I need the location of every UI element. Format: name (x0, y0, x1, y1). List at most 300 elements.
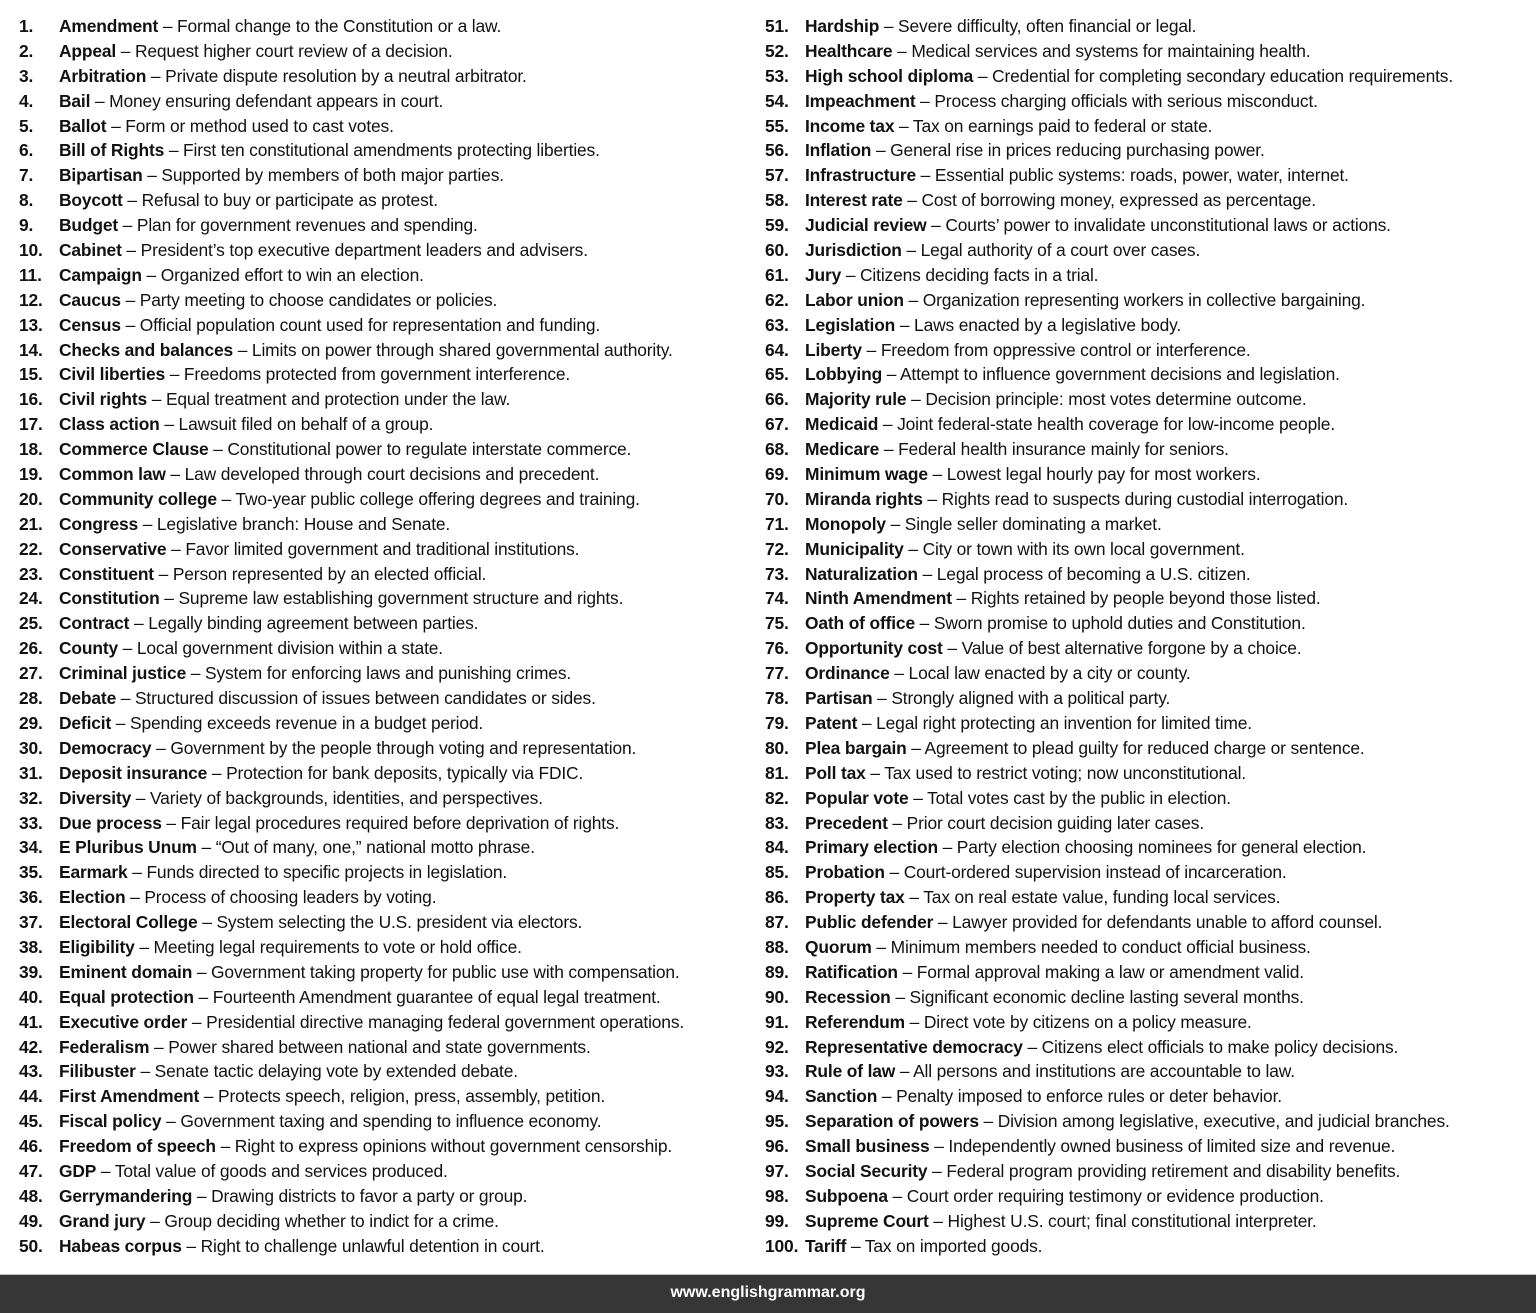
item-term: Common law (59, 464, 166, 485)
item-term: Ninth Amendment (805, 588, 952, 609)
glossary-item (19, 960, 759, 985)
item-term: Ordinance (805, 663, 890, 684)
glossary-item (19, 1134, 759, 1159)
item-term: Bill of Rights (59, 140, 165, 161)
item-term: Plea bargain (805, 737, 907, 758)
glossary-item (19, 512, 759, 537)
item-term: Labor union (805, 289, 904, 310)
item-term: Popular vote (805, 787, 909, 808)
item-number: 20. (19, 488, 43, 509)
item-definition: – Severe difficulty, often financial or legal. (879, 16, 1197, 36)
glossary-item (765, 1109, 1535, 1134)
item-definition: – Value of best alternative forgone by a choice. (942, 638, 1302, 659)
item-number: 47. (19, 1160, 43, 1181)
item-definition: – Supported by members of both major parties. (142, 165, 504, 186)
item-term: Deposit insurance (59, 762, 208, 783)
item-definition: – Local government division within a state. (118, 638, 443, 659)
glossary-item (765, 935, 1535, 960)
item-definition: – All persons and institutions are accountable to law. (895, 1061, 1295, 1082)
glossary-item (765, 1184, 1535, 1209)
item-definition: – Funds directed to specific projects in legislation. (127, 862, 508, 883)
item-term: Arbitration (59, 65, 147, 86)
item-number: 74. (765, 588, 789, 609)
item-term: Filibuster (59, 1061, 136, 1082)
item-definition: – Total votes cast by the public in election. (908, 787, 1231, 808)
item-definition: – Citizens elect officials to make policy decisions. (1022, 1036, 1399, 1057)
item-number: 86. (765, 887, 789, 908)
item-definition: – Penalty imposed to enforce rules or deter behavior. (877, 1086, 1282, 1107)
item-term: Democracy (59, 737, 152, 758)
item-number: 59. (765, 215, 789, 236)
item-term: High school diploma (805, 65, 974, 86)
item-number: 14. (19, 339, 43, 360)
item-number: 5. (19, 115, 34, 136)
glossary-item (19, 636, 759, 661)
glossary-item (765, 512, 1535, 537)
item-definition: – Sworn promise to uphold duties and Constitution. (914, 613, 1306, 634)
item-term: Liberty (805, 339, 862, 360)
item-definition: – Medical services and systems for maintaining health. (892, 40, 1311, 61)
item-number: 61. (765, 264, 789, 285)
item-term: Equal protection (59, 986, 194, 1007)
item-definition: – Meeting legal requirements to vote or hold office. (134, 936, 522, 957)
item-definition: – Tax on earnings paid to federal or state. (894, 115, 1213, 136)
item-definition: – Courts’ power to invalidate unconstitutional laws or actions. (926, 215, 1391, 236)
glossary-item (19, 537, 759, 562)
item-definition: – Variety of backgrounds, identities, and perspectives. (131, 787, 543, 808)
item-number: 26. (19, 638, 43, 659)
glossary-item (765, 960, 1535, 985)
item-definition: – Right to challenge unlawful detention in court. (181, 1235, 545, 1256)
glossary-item (19, 1209, 759, 1234)
item-number: 39. (19, 961, 43, 982)
item-term: Medicare (805, 439, 880, 460)
item-number: 96. (765, 1136, 789, 1157)
item-number: 37. (19, 912, 43, 933)
item-term: Boycott (59, 190, 123, 211)
item-number: 69. (765, 464, 789, 485)
item-definition: – Fair legal procedures required before deprivation of rights. (161, 812, 620, 833)
item-term: Legislation (805, 314, 896, 335)
glossary-item (19, 14, 759, 39)
item-term: Election (59, 887, 126, 908)
item-number: 57. (765, 165, 789, 186)
item-definition: – Direct vote by citizens on a policy measure. (904, 1011, 1252, 1032)
item-term: Habeas corpus (59, 1235, 182, 1256)
item-term: Medicaid (805, 414, 879, 435)
glossary-item (19, 487, 759, 512)
item-definition: – Presidential directive managing federal government operations. (187, 1011, 685, 1032)
glossary-item (19, 163, 759, 188)
glossary-item (19, 885, 759, 910)
item-definition: – Person represented by an elected official. (153, 563, 487, 584)
glossary-item (765, 462, 1535, 487)
glossary-item (19, 1234, 759, 1259)
item-number: 29. (19, 712, 43, 733)
item-number: 6. (19, 140, 34, 161)
item-definition: – Federal program providing retirement and disability benefits. (927, 1160, 1401, 1181)
item-definition: – Division among legislative, executive, and judicial branches. (978, 1111, 1450, 1132)
item-term: Impeachment (805, 90, 916, 111)
item-term: Social Security (805, 1160, 928, 1181)
item-number: 9. (19, 215, 34, 236)
item-definition: – Favor limited government and traditional institutions. (166, 538, 580, 559)
glossary-item (765, 64, 1535, 89)
item-definition: – “Out of many, one,” national motto phrase. (196, 837, 535, 858)
item-number: 78. (765, 688, 789, 709)
item-number: 55. (765, 115, 789, 136)
item-term: Income tax (805, 115, 895, 136)
item-number: 42. (19, 1036, 43, 1057)
item-term: Primary election (805, 837, 938, 858)
glossary-item (765, 562, 1535, 587)
item-definition: – Request higher court review of a decision. (116, 40, 453, 61)
item-number: 34. (19, 837, 43, 858)
item-definition: – Plan for government revenues and spending. (118, 215, 478, 236)
item-term: Bail (59, 90, 91, 111)
item-number: 60. (765, 240, 789, 261)
glossary-item (19, 586, 759, 611)
item-term: Interest rate (805, 190, 903, 211)
item-term: Minimum wage (805, 464, 928, 485)
item-definition: – Rights read to suspects during custodial interrogation. (922, 488, 1349, 509)
item-term: Community college (59, 488, 217, 509)
glossary-item (19, 1184, 759, 1209)
item-definition: – System selecting the U.S. president via electors. (197, 912, 583, 933)
item-term: Partisan (805, 688, 873, 709)
item-term: Municipality (805, 538, 904, 559)
item-number: 40. (19, 986, 43, 1007)
glossary-item (19, 89, 759, 114)
item-number: 28. (19, 688, 43, 709)
item-number: 27. (19, 663, 43, 684)
item-definition: – Local law enacted by a city or county. (889, 663, 1191, 684)
glossary-item (765, 39, 1535, 64)
glossary-item (19, 1035, 759, 1060)
glossary-item (19, 138, 759, 163)
item-definition: – Spending exceeds revenue in a budget period. (111, 712, 484, 733)
item-term: Subpoena (805, 1185, 888, 1206)
item-definition: – Law developed through court decisions and precedent. (165, 464, 600, 485)
item-definition: – Citizens deciding facts in a trial. (841, 264, 1099, 285)
item-number: 56. (765, 140, 789, 161)
item-term: Property tax (805, 887, 905, 908)
item-number: 89. (765, 961, 789, 982)
glossary-item (19, 387, 759, 412)
item-definition: – Legal right protecting an invention for limited time. (857, 712, 1252, 733)
glossary-item (765, 412, 1535, 437)
item-term: Judicial review (805, 215, 927, 236)
item-term: Constitution (59, 588, 160, 609)
item-number: 38. (19, 936, 43, 957)
glossary-item (19, 114, 759, 139)
item-definition: – Prior court decision guiding later cases. (887, 812, 1205, 833)
item-term: GDP (59, 1160, 97, 1181)
item-number: 46. (19, 1136, 43, 1157)
glossary-item (765, 1209, 1535, 1234)
item-number: 72. (765, 538, 789, 559)
item-term: Jurisdiction (805, 240, 902, 261)
item-term: Eminent domain (59, 961, 193, 982)
glossary-item (765, 811, 1535, 836)
item-term: Earmark (59, 862, 128, 883)
item-number: 81. (765, 762, 789, 783)
item-number: 88. (765, 936, 789, 957)
item-term: Poll tax (805, 762, 866, 783)
item-definition: – Power shared between national and state governments. (149, 1036, 591, 1057)
item-definition: – Organized effort to win an election. (141, 264, 424, 285)
glossary-column-left (19, 14, 759, 1259)
item-definition: – System for enforcing laws and punishing crimes. (186, 663, 572, 684)
item-number: 77. (765, 663, 789, 684)
glossary-item (19, 1109, 759, 1134)
glossary-item (765, 686, 1535, 711)
glossary-item (19, 611, 759, 636)
item-definition: – Tax on imported goods. (846, 1235, 1043, 1256)
item-term: Jury (805, 264, 842, 285)
item-number: 82. (765, 787, 789, 808)
item-number: 50. (19, 1235, 43, 1256)
item-number: 58. (765, 190, 789, 211)
item-number: 13. (19, 314, 43, 335)
item-definition: – Court-ordered supervision instead of incarceration. (884, 862, 1287, 883)
glossary-item (19, 1084, 759, 1109)
item-term: Gerrymandering (59, 1185, 193, 1206)
item-definition: – Legislative branch: House and Senate. (138, 513, 451, 534)
item-definition: – Money ensuring defendant appears in court. (90, 90, 444, 111)
item-number: 16. (19, 389, 43, 410)
item-number: 70. (765, 488, 789, 509)
item-number: 44. (19, 1086, 43, 1107)
glossary-item (765, 1159, 1535, 1184)
item-definition: – Rights retained by people beyond those listed. (951, 588, 1321, 609)
footer-website-link[interactable]: www.englishgrammar.org (670, 1284, 866, 1301)
item-number: 10. (19, 240, 43, 261)
glossary-item (765, 860, 1535, 885)
item-definition: – Tax on real estate value, funding local services. (904, 887, 1281, 908)
glossary-item (765, 387, 1535, 412)
item-term: Federalism (59, 1036, 150, 1057)
glossary-item (19, 935, 759, 960)
item-number: 64. (765, 339, 789, 360)
glossary-item (765, 263, 1535, 288)
item-number: 54. (765, 90, 789, 111)
item-number: 41. (19, 1011, 43, 1032)
item-definition: – Formal approval making a law or amendment valid. (897, 961, 1304, 982)
item-definition: – Organization representing workers in collective bargaining. (903, 289, 1366, 310)
item-number: 31. (19, 762, 43, 783)
item-definition: – Group deciding whether to indict for a crime. (145, 1210, 499, 1231)
item-number: 43. (19, 1061, 43, 1082)
glossary-item (19, 188, 759, 213)
item-term: Public defender (805, 912, 934, 933)
item-term: Probation (805, 862, 885, 883)
item-term: Due process (59, 812, 162, 833)
glossary-item (765, 313, 1535, 338)
glossary-item (765, 338, 1535, 363)
item-number: 21. (19, 513, 43, 534)
glossary-item (19, 362, 759, 387)
item-term: Fiscal policy (59, 1111, 162, 1132)
item-number: 25. (19, 613, 43, 634)
item-number: 76. (765, 638, 789, 659)
item-definition: – President’s top executive department leaders and advisers. (121, 240, 588, 261)
item-term: Oath of office (805, 613, 915, 634)
item-number: 83. (765, 812, 789, 833)
item-term: Criminal justice (59, 663, 187, 684)
glossary-item (19, 313, 759, 338)
glossary-item (19, 711, 759, 736)
item-number: 24. (19, 588, 43, 609)
glossary-item (765, 537, 1535, 562)
item-term: Referendum (805, 1011, 905, 1032)
item-definition: – General rise in prices reducing purchasing power. (871, 140, 1265, 161)
glossary-item (765, 14, 1535, 39)
item-term: Small business (805, 1136, 930, 1157)
glossary-item (765, 138, 1535, 163)
glossary-column-right (765, 14, 1535, 1259)
item-definition: – Laws enacted by a legislative body. (895, 314, 1182, 335)
item-term: Precedent (805, 812, 888, 833)
item-definition: – Court order requiring testimony or evidence production. (887, 1185, 1324, 1206)
glossary-item (19, 462, 759, 487)
item-number: 4. (19, 90, 34, 111)
item-number: 45. (19, 1111, 43, 1132)
item-term: Hardship (805, 16, 880, 36)
item-definition: – Joint federal-state health coverage for low-income people. (878, 414, 1336, 435)
glossary-item (765, 786, 1535, 811)
glossary-item (19, 39, 759, 64)
item-term: Cabinet (59, 240, 122, 261)
item-definition: – Total value of goods and services produced. (96, 1160, 448, 1181)
glossary-item (19, 761, 759, 786)
glossary-item (19, 437, 759, 462)
item-term: Commerce Clause (59, 439, 209, 460)
glossary-item (765, 985, 1535, 1010)
item-definition: – Private dispute resolution by a neutral arbitrator. (146, 65, 527, 86)
glossary-item (765, 487, 1535, 512)
item-number: 100. (765, 1235, 799, 1256)
item-number: 94. (765, 1086, 789, 1107)
item-number: 53. (765, 65, 789, 86)
item-term: E Pluribus Unum (59, 837, 197, 858)
item-definition: – Protects speech, religion, press, assembly, petition. (199, 1086, 606, 1107)
item-term: Monopoly (805, 513, 886, 534)
glossary-item (19, 910, 759, 935)
glossary-item (19, 64, 759, 89)
glossary-item (765, 437, 1535, 462)
item-term: Patent (805, 712, 858, 733)
glossary-item (19, 786, 759, 811)
item-term: Rule of law (805, 1061, 896, 1082)
item-definition: – Legal process of becoming a U.S. citizen. (917, 563, 1251, 584)
item-number: 91. (765, 1011, 789, 1032)
glossary-item (19, 1159, 759, 1184)
item-definition: – City or town with its own local government. (903, 538, 1245, 559)
item-term: Conservative (59, 538, 167, 559)
item-number: 95. (765, 1111, 789, 1132)
item-number: 93. (765, 1061, 789, 1082)
item-number: 85. (765, 862, 789, 883)
item-definition: – Party election choosing nominees for general election. (937, 837, 1367, 858)
item-definition: – Agreement to plead guilty for reduced charge or sentence. (906, 737, 1365, 758)
item-term: Miranda rights (805, 488, 923, 509)
item-definition: – Legally binding agreement between parties. (129, 613, 479, 634)
item-definition: – Government taxing and spending to influence economy. (161, 1111, 602, 1132)
glossary-item (19, 338, 759, 363)
glossary-item (19, 288, 759, 313)
item-number: 32. (19, 787, 43, 808)
glossary-item (765, 288, 1535, 313)
item-definition: – Process charging officials with serious misconduct. (915, 90, 1318, 111)
item-term: Ratification (805, 961, 898, 982)
item-number: 49. (19, 1210, 43, 1231)
item-definition: – Independently owned business of limited size and revenue. (929, 1136, 1396, 1157)
item-definition: – Essential public systems: roads, power, water, internet. (915, 165, 1349, 186)
glossary-item (19, 238, 759, 263)
item-definition: – Highest U.S. court; final constitutional interpreter. (928, 1210, 1317, 1231)
item-number: 67. (765, 414, 789, 435)
item-definition: – Form or method used to cast votes. (106, 115, 394, 136)
item-number: 30. (19, 737, 43, 758)
glossary-item (19, 736, 759, 761)
item-term: Lobbying (805, 364, 883, 385)
item-number: 80. (765, 737, 789, 758)
item-term: Naturalization (805, 563, 918, 584)
item-number: 36. (19, 887, 43, 908)
item-definition: – Strongly aligned with a political party. (872, 688, 1171, 709)
item-definition: – Cost of borrowing money, expressed as percentage. (902, 190, 1316, 211)
item-number: 63. (765, 314, 789, 335)
glossary-item (765, 1134, 1535, 1159)
item-definition: – Senate tactic delaying vote by extended debate. (135, 1061, 518, 1082)
item-number: 11. (19, 264, 42, 285)
item-definition: – Federal health insurance mainly for seniors. (879, 439, 1229, 460)
item-number: 65. (765, 364, 789, 385)
glossary-item (19, 263, 759, 288)
item-term: First Amendment (59, 1086, 200, 1107)
item-term: Caucus (59, 289, 121, 310)
item-number: 2. (19, 40, 34, 61)
item-definition: – Government taking property for public use with compensation. (192, 961, 680, 982)
glossary-item (19, 860, 759, 885)
item-term: Majority rule (805, 389, 907, 410)
glossary-item (765, 1035, 1535, 1060)
glossary-item (765, 188, 1535, 213)
item-definition: – Fourteenth Amendment guarantee of equal legal treatment. (193, 986, 661, 1007)
item-term: Budget (59, 215, 118, 236)
item-number: 66. (765, 389, 789, 410)
glossary-item (765, 910, 1535, 935)
item-number: 92. (765, 1036, 789, 1057)
item-number: 97. (765, 1160, 789, 1181)
item-term: Contract (59, 613, 130, 634)
item-term: Infrastructure (805, 165, 916, 186)
item-number: 73. (765, 563, 789, 584)
glossary-item (765, 761, 1535, 786)
item-term: Amendment (59, 16, 159, 36)
item-number: 12. (19, 289, 43, 310)
item-number: 19. (19, 464, 43, 485)
item-term: Representative democracy (805, 1036, 1023, 1057)
item-definition: – Attempt to influence government decisions and legislation. (882, 364, 1340, 385)
item-number: 87. (765, 912, 789, 933)
item-term: Checks and balances (59, 339, 234, 360)
item-definition: – Government by the people through voting and representation. (151, 737, 637, 758)
item-number: 48. (19, 1185, 43, 1206)
item-definition: – Lawyer provided for defendants unable to afford counsel. (933, 912, 1383, 933)
item-number: 68. (765, 439, 789, 460)
